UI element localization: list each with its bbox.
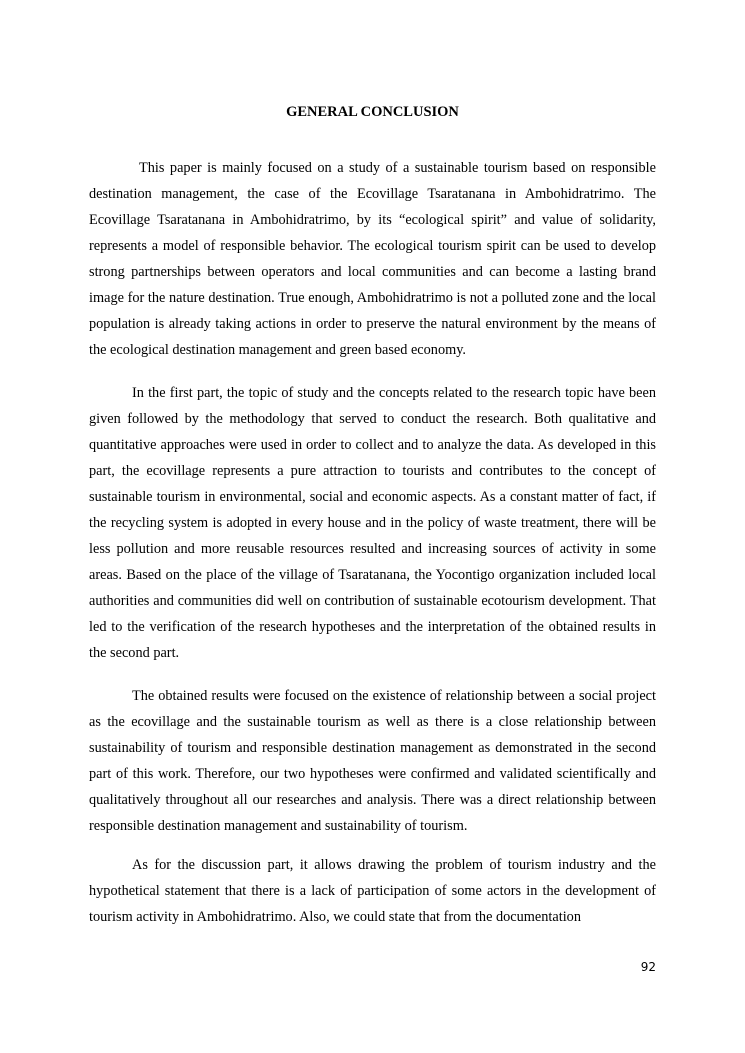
paragraph-introduction: This paper is mainly focused on a study of a sustainable tourism based on responsible destination management, the case of the Ecovillage Tsaratanana in Ambohidratrimo. The Ecovillage Tsaratanana in Ambohidratrimo, by its “ecological spirit” and value of solidarity, represents a model of responsible behavior. The ecological tourism spirit can be used to develop strong partnerships between operators and local communities and can become a lasting brand image for the nature destination. True enough, Ambohidratrimo is not a polluted zone and the local population is already taking actions in order to preserve the natural environment by the means of the ecological destination management and green based economy.: [89, 160, 656, 358]
page-title: GENERAL CONCLUSION: [286, 104, 459, 120]
paragraph-discussion: As for the discussion part, it allows drawing the problem of tourism industry and the hypothetical statement that there is a lack of participation of some actors in the development of tourism activity in Ambohidratrimo. Also, we could state that from the documentation: [89, 857, 656, 925]
page-number: 92: [640, 960, 656, 974]
paragraph-results: The obtained results were focused on the existence of relationship between a social project as the ecovillage and the sustainable tourism as well as there is a close relationship between sustainability of tourism and responsible destination management as demonstrated in the second part of this work. Therefore, our two hypotheses were confirmed and validated scientifically and qualitatively throughout all our researches and analysis. There was a direct relationship between responsible destination management and sustainability of tourism.: [89, 688, 656, 834]
paragraph-first-part: In the first part, the topic of study and the concepts related to the research topic have been given followed by the methodology that served to conduct the research. Both qualitative and quantitative approaches were used in order to collect and to analyze the data. As developed in this part, the ecovillage represents a pure attraction to tourists and contributes to the concept of sustainable tourism in environmental, social and economic aspects. As a constant matter of fact, if the recycling system is adopted in every house and in the policy of waste treatment, there will be less pollution and more reusable resources resulted and increasing sources of activity in some areas. Based on the place of the village of Tsaratanana, the Yocontigo organization included local authorities and communities did well on contribution of sustainable ecotourism development. That led to the verification of the research hypotheses and the interpretation of the obtained results in the second part.: [89, 385, 656, 661]
document-body: [89, 155, 656, 930]
